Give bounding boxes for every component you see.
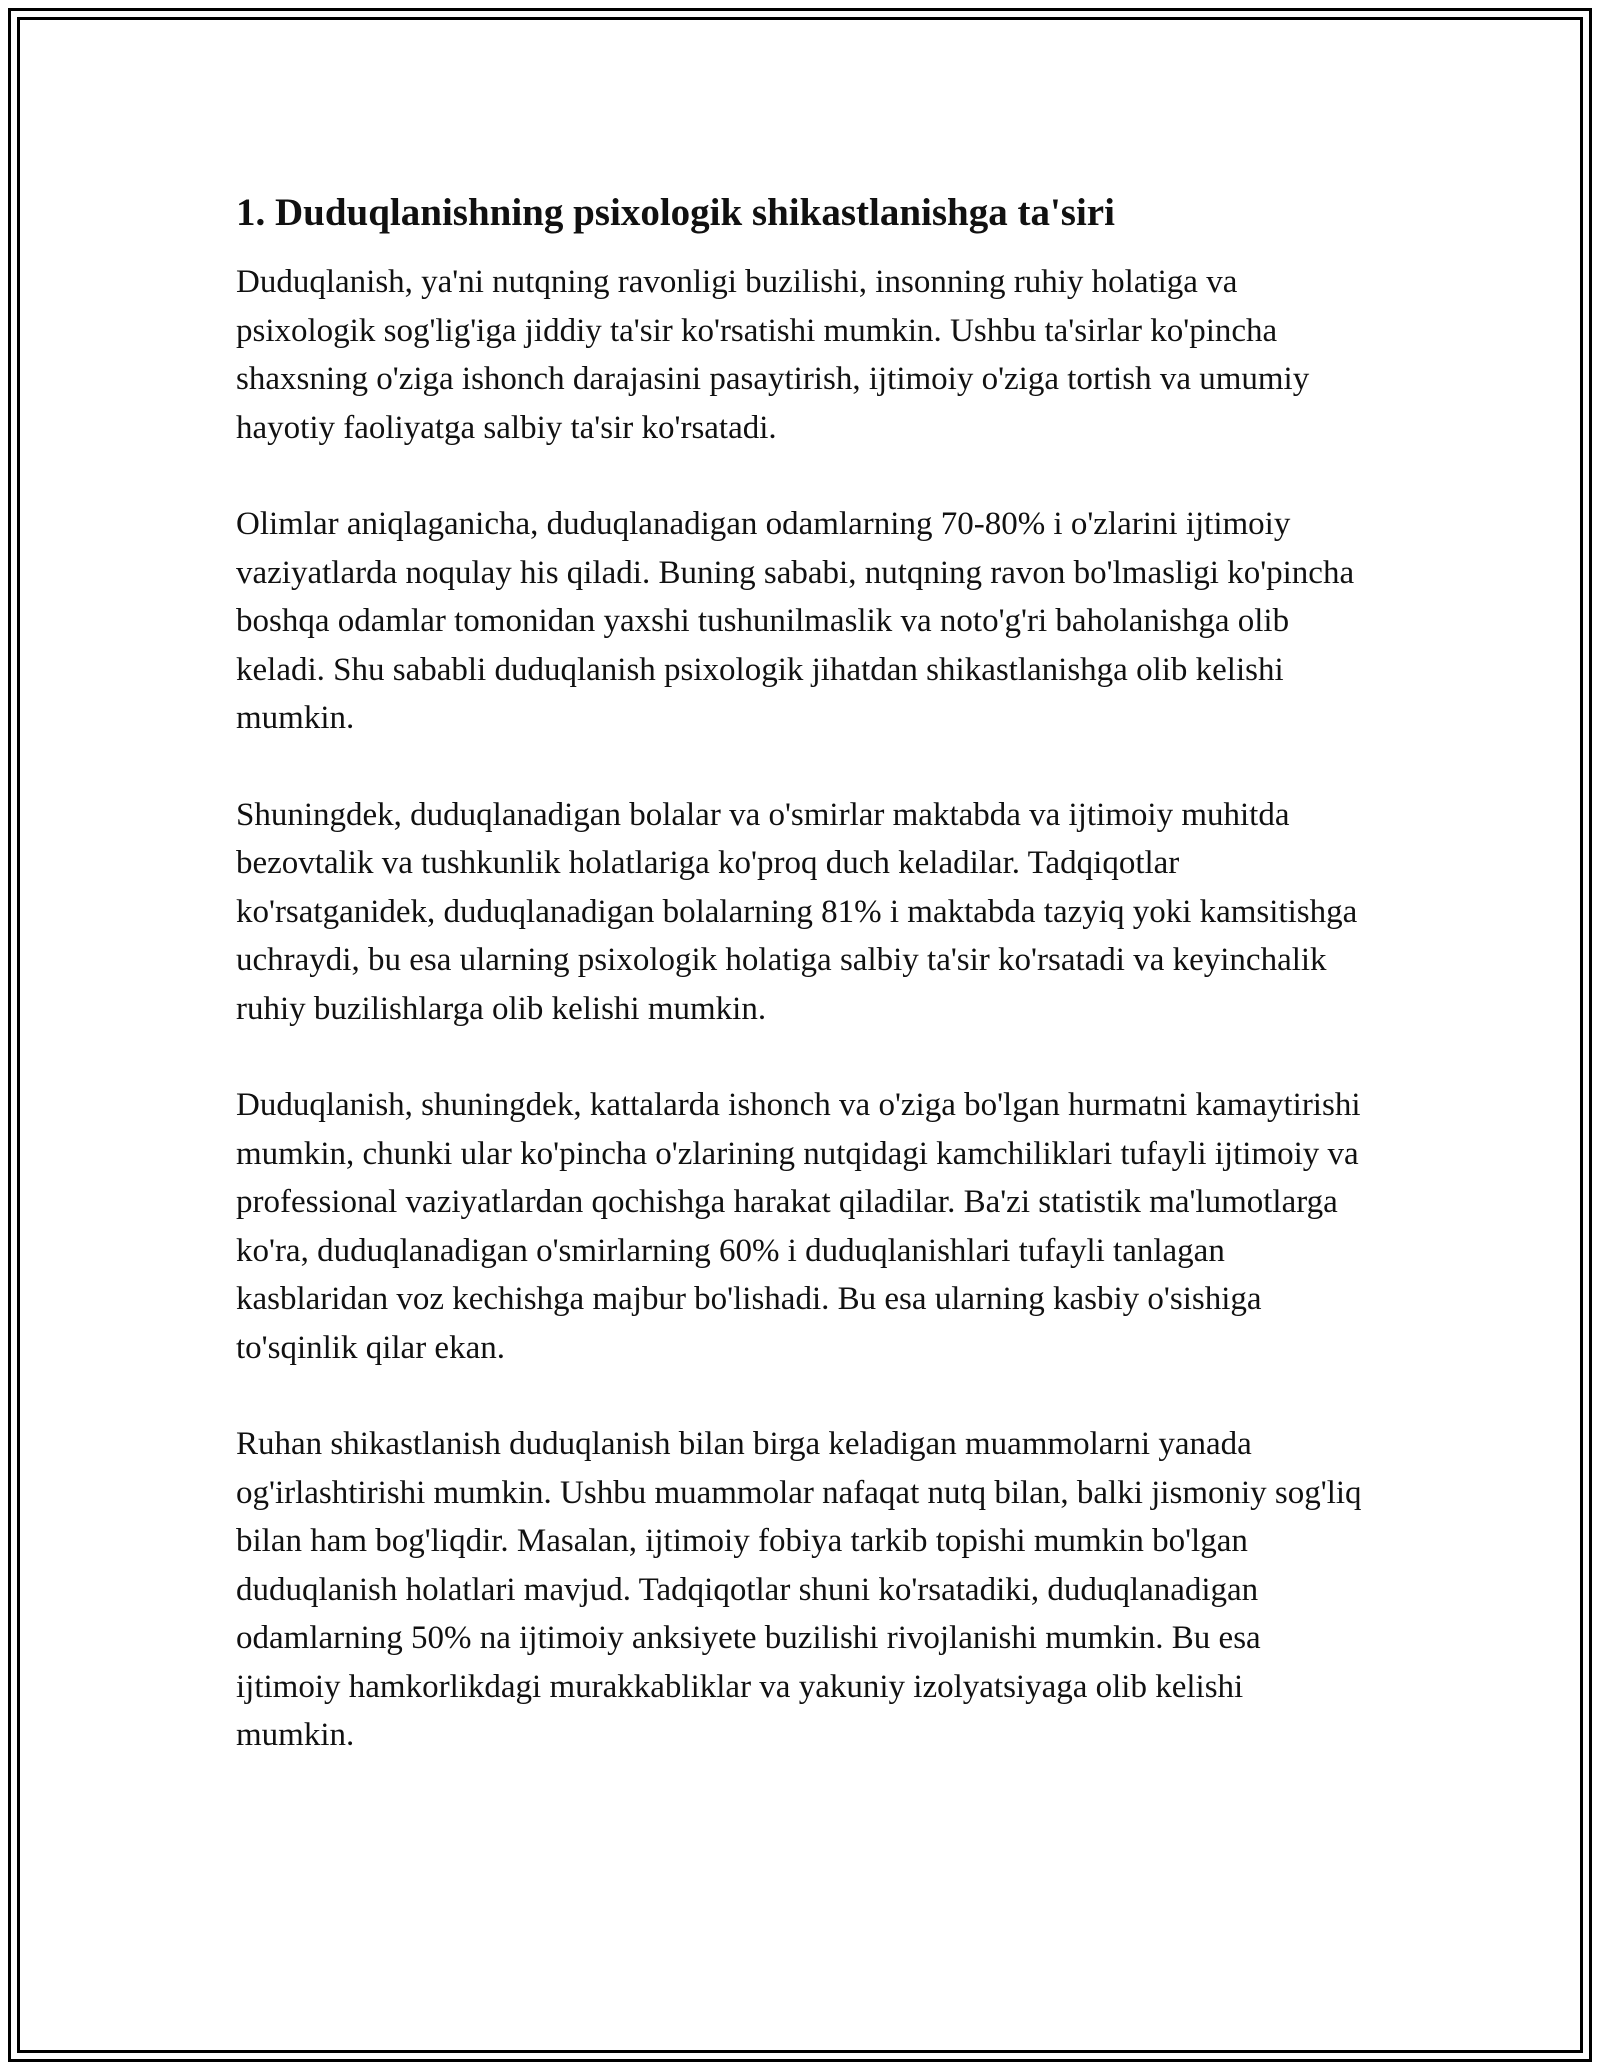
- section-heading: 1. Duduqlanishning psixologik shikastlanishga ta'siri: [236, 191, 1115, 234]
- paragraph-5: Ruhan shikastlanish duduqlanish bilan birga keladigan muammolarni yanada og'irlashtirishi mumkin. Ushbu muammolar nafaqat nutq bilan, balki jismoniy sog'liq bilan ham bog'liqdir. Masalan, ijtimoiy fobiya tarkib topishi mumkin bo'lgan duduqlanish holatlari mavjud. Tadqiqotlar shuni ko'rsatadiki, duduqlanadigan odamlarning 50% na ijtimoiy anksiyete buzilishi rivojlanishi mumkin. Bu esa ijtimoiy hamkorlikdagi murakkabliklar va yakuniy izolyatsiyaga olib kelishi mumkin.: [236, 1426, 1362, 1753]
- paragraph-1: Duduqlanish, ya'ni nutqning ravonligi buzilishi, insonning ruhiy holatiga va psixologik sog'lig'iga jiddiy ta'sir ko'rsatishi mumkin. Ushbu ta'sirlar ko'pincha shaxsning o'ziga ishonch darajasini pasaytirish, ijtimoiy o'ziga tortish va umumiy hayotiy faoliyatga salbiy ta'sir ko'rsatadi.: [236, 264, 1310, 446]
- paragraph-3: Shuningdek, duduqlanadigan bolalar va o'smirlar maktabda va ijtimoiy muhitda bezovtalik va tushkunlik holatlariga ko'proq duch keladilar. Tadqiqotlar ko'rsatganidek, duduqlanadigan bolalarning 81% i maktabda tazyiq yoki kamsitishga uchraydi, bu esa ularning psixologik holatiga salbiy ta'sir ko'rsatadi va keyinchalik ruhiy buzilishlarga olib kelishi mumkin.: [236, 796, 1358, 1027]
- paragraph-2: Olimlar aniqlaganicha, duduqlanadigan odamlarning 70-80% i o'zlarini ijtimoiy vaziyatlarda noqulay his qiladi. Buning sababi, nutqning ravon bo'lmasligi ko'pincha boshqa odamlar tomonidan yaxshi tushunilmaslik va noto'g'ri baholanishga olib keladi. Shu sababli duduqlanish psixologik jihatdan shikastlanishga olib kelishi mumkin.: [236, 506, 1355, 736]
- document-body: [236, 188, 1366, 1808]
- paragraph-4: Duduqlanish, shuningdek, kattalarda ishonch va o'ziga bo'lgan hurmatni kamaytirishi mumkin, chunki ular ko'pincha o'zlarining nutqidagi kamchiliklari tufayli ijtimoiy va professional vaziyatlardan qochishga harakat qiladilar. Ba'zi statistik ma'lumotlarga ko'ra, duduqlanadigan o'smirlarning 60% i duduqlanishlari tufayli tanlagan kasblaridan voz kechishga majbur bo'lishadi. Bu esa ularning kasbiy o'sishiga to'sqinlik qilar ekan.: [236, 1087, 1361, 1366]
